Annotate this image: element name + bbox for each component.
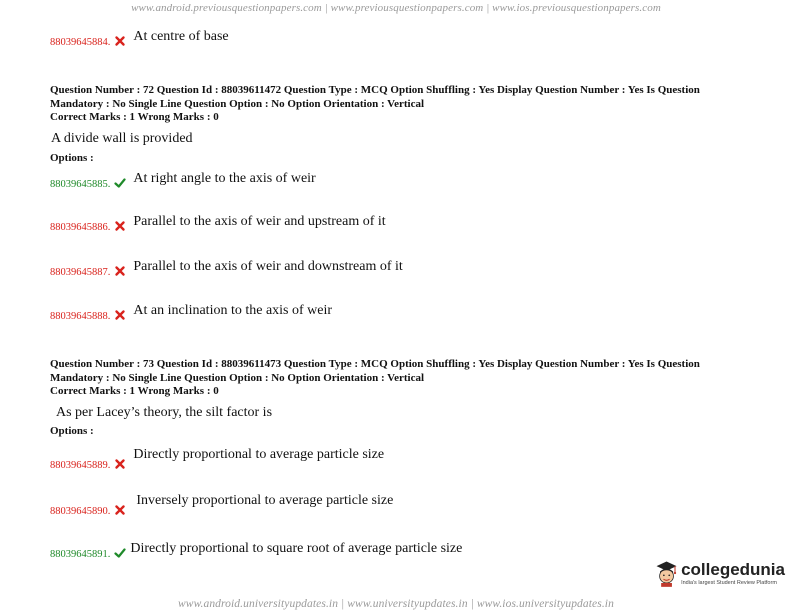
cross-icon bbox=[114, 309, 126, 321]
option-row bbox=[50, 170, 316, 190]
question-meta-line: Question Number : 73 Question Id : 88039611473 Question Type : MCQ Option Shuffling : Yes Display Question Number : Yes Is Question bbox=[50, 358, 700, 370]
graduate-avatar-icon bbox=[655, 555, 678, 591]
option-text: At centre of base bbox=[133, 29, 229, 44]
question-text: As per Lacey’s theory, the silt factor is bbox=[56, 405, 273, 420]
option-row bbox=[50, 28, 229, 48]
cross-icon bbox=[114, 265, 126, 277]
question-meta-line: Question Number : 72 Question Id : 88039611472 Question Type : MCQ Option Shuffling : Yes Display Question Number : Yes Is Question bbox=[50, 84, 700, 96]
option-text: Directly proportional to square root of average particle size bbox=[130, 541, 463, 556]
option-text: At right angle to the axis of weir bbox=[133, 171, 316, 186]
logo-tagline: India's largest Student Review Platform bbox=[681, 579, 777, 586]
option-text: Directly proportional to average particle size bbox=[133, 447, 385, 462]
option-id: 88039645887. bbox=[50, 267, 111, 278]
option-text: Inversely proportional to average particle size bbox=[136, 493, 394, 508]
option-id: 88039645891. bbox=[50, 549, 111, 560]
option-id: 88039645888. bbox=[50, 311, 111, 322]
option-row bbox=[50, 540, 462, 560]
options-label: Options : bbox=[50, 425, 94, 437]
option-id: 88039645890. bbox=[50, 506, 111, 517]
option-row bbox=[50, 493, 394, 517]
check-icon bbox=[114, 547, 126, 559]
question-meta bbox=[50, 84, 750, 125]
option-row bbox=[50, 447, 385, 471]
collegedunia-logo bbox=[655, 553, 785, 593]
option-id: 88039645886. bbox=[50, 222, 111, 233]
question-meta bbox=[50, 358, 750, 399]
cross-icon bbox=[114, 458, 126, 470]
option-row bbox=[50, 258, 403, 278]
option-text: Parallel to the axis of weir and downstream of it bbox=[133, 259, 403, 274]
cross-icon bbox=[114, 504, 126, 516]
option-id: 88039645884. bbox=[50, 37, 111, 48]
question-meta-line: Mandatory : No Single Line Question Option : No Option Orientation : Vertical bbox=[50, 97, 425, 110]
option-text: At an inclination to the axis of weir bbox=[133, 303, 333, 318]
option-row bbox=[50, 213, 386, 233]
option-text: Parallel to the axis of weir and upstream of it bbox=[133, 214, 386, 229]
question-marks: Correct Marks : 1 Wrong Marks : 0 bbox=[50, 111, 219, 123]
question-text: A divide wall is provided bbox=[51, 131, 193, 146]
cross-icon bbox=[114, 220, 126, 232]
option-id: 88039645885. bbox=[50, 179, 111, 190]
question-meta-line: Mandatory : No Single Line Question Option : No Option Orientation : Vertical bbox=[50, 371, 425, 384]
watermark-top: www.android.previousquestionpapers.com | www.previousquestionpapers.com | www.ios.previousquestionpapers.com bbox=[131, 2, 661, 14]
logo-name: collegedunia bbox=[681, 559, 785, 579]
options-label: Options : bbox=[50, 152, 94, 164]
option-id: 88039645889. bbox=[50, 460, 111, 471]
option-row bbox=[50, 302, 332, 322]
cross-icon bbox=[114, 35, 126, 47]
question-marks: Correct Marks : 1 Wrong Marks : 0 bbox=[50, 385, 219, 397]
watermark-bottom: www.android.universityupdates.in | www.universityupdates.in | www.ios.universityupdates.in bbox=[178, 598, 614, 610]
check-icon bbox=[114, 177, 126, 189]
